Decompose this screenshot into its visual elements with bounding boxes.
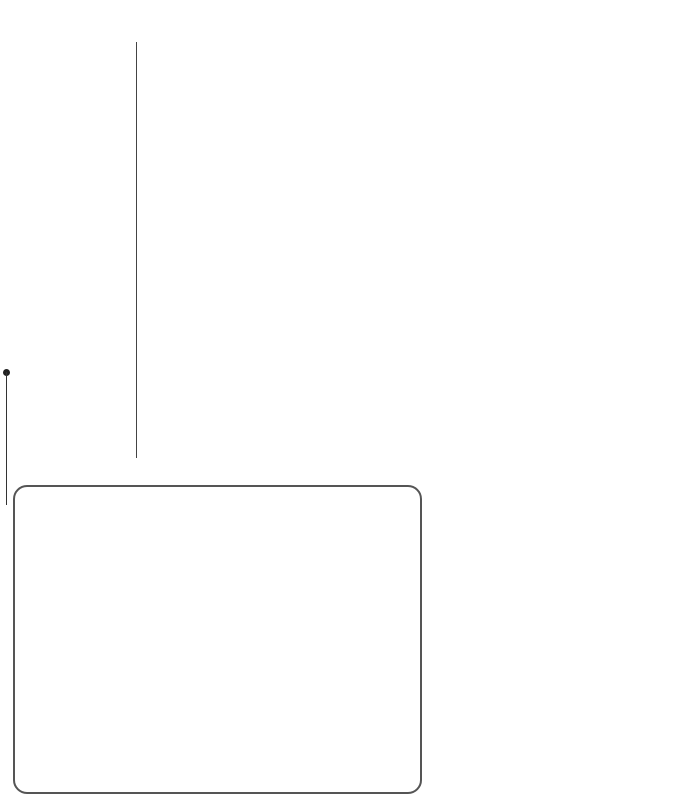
modes-column-divider <box>136 42 137 458</box>
favorites-section <box>441 488 681 496</box>
preset-table <box>13 485 422 794</box>
connector-line <box>6 372 7 505</box>
